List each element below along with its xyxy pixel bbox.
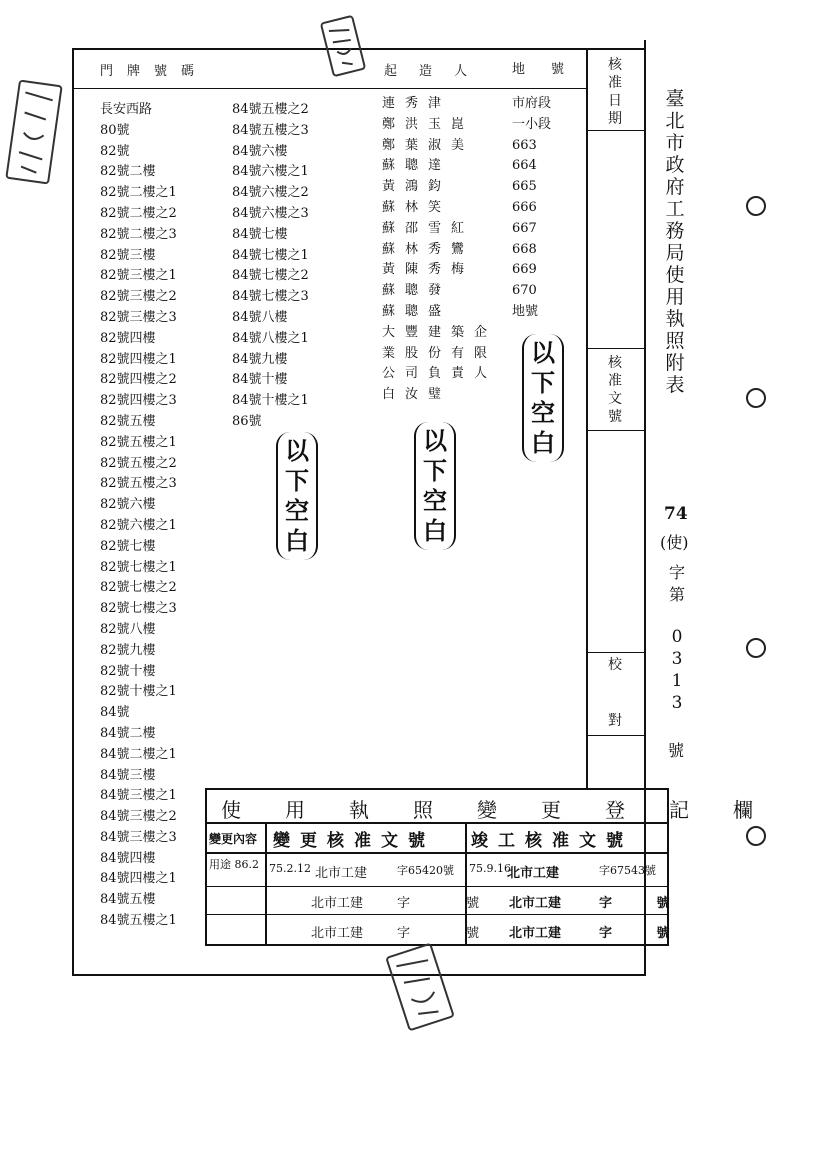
builder-item: 蘇林秀鸞	[382, 241, 475, 257]
lot-item: 663	[512, 137, 537, 153]
row3-office1: 北市工建	[311, 926, 364, 941]
seal-stamp-top	[320, 15, 367, 78]
builder-item: 白汝璧	[382, 387, 452, 403]
builder-item: 蘇聰達	[382, 158, 452, 174]
doc-serial: 0 3 1 3	[671, 627, 683, 713]
proofread-label-top: 校	[608, 657, 622, 673]
house-number-item: 84號七樓之3	[232, 289, 309, 305]
row1-date1: 75.2.12	[269, 862, 311, 875]
row2-num1: 字 號	[397, 896, 480, 911]
house-number-item: 82號十樓	[100, 663, 156, 679]
col-completion-approval: 竣工核准文號	[471, 831, 633, 851]
row1-content: 用途 86.2	[209, 858, 259, 871]
house-number-item: 82號	[100, 143, 130, 159]
lot-item: 667	[512, 220, 537, 236]
builder-item: 公司負責人	[382, 366, 498, 382]
house-number-item: 82號三樓之1	[100, 268, 177, 284]
row1-num1: 字65420號	[397, 864, 454, 877]
blank-char: 空	[423, 486, 447, 515]
binder-hole-icon	[746, 638, 766, 658]
lot-item: 665	[512, 179, 537, 195]
house-number-item: 84號六樓之2	[232, 185, 309, 201]
col-change-content: 變更內容	[209, 832, 258, 846]
house-number-item: 84號三樓之1	[100, 788, 177, 804]
builder-item: 蘇聰盛	[382, 303, 452, 319]
builder-item: 鄭葉淑美	[382, 137, 475, 153]
house-number-item: 82號六樓之1	[100, 517, 177, 533]
proofread-label-bottom: 對	[608, 713, 622, 729]
house-number-item: 82號七樓之2	[100, 580, 177, 596]
blank-char: 下	[285, 466, 309, 495]
side-divider-2	[586, 348, 644, 349]
house-number-item: 84號六樓之3	[232, 205, 309, 221]
house-number-item: 84號九樓	[232, 351, 288, 367]
builder-list	[382, 94, 497, 406]
row3-num1: 字 號	[397, 926, 480, 941]
binder-hole-icon	[746, 388, 766, 408]
blank-char: 以	[423, 426, 447, 455]
lot-item: 市府段	[512, 96, 552, 111]
lot-item: 地號	[512, 303, 539, 319]
house-number-item: 84號七樓之2	[232, 268, 309, 284]
house-number-item: 80號	[100, 122, 130, 138]
row3-office2: 北市工建	[509, 926, 562, 941]
change-table-title: 使用執照變更登記欄	[221, 798, 797, 822]
house-number-item: 82號三樓之3	[100, 309, 177, 325]
house-number-item: 84號五樓之1	[100, 913, 177, 929]
row1-office2: 北市工建	[507, 866, 560, 881]
house-number-item: 84號八樓之1	[232, 330, 309, 346]
side-divider-3	[586, 430, 644, 431]
builder-item: 業股份有限	[382, 345, 498, 361]
house-number-item: 長安西路	[100, 102, 153, 117]
blank-char: 白	[285, 526, 309, 555]
builder-item: 黃陳秀梅	[382, 262, 475, 278]
house-number-item: 84號三樓	[100, 767, 156, 783]
blank-char: 空	[531, 398, 555, 427]
house-number-item: 84號	[100, 705, 130, 721]
house-number-item: 84號六樓	[232, 143, 288, 159]
builder-item: 黃鴻鈞	[382, 179, 452, 195]
table-rule	[265, 822, 267, 944]
builder-item: 連秀津	[382, 96, 452, 111]
lot-item: 一小段	[512, 116, 552, 132]
doc-zi: 字 第	[668, 563, 685, 604]
doc-use: (使)	[660, 533, 689, 552]
blank-char: 下	[423, 456, 447, 485]
blank-char: 空	[285, 496, 309, 525]
row1-date2: 75.9.16	[469, 862, 511, 875]
binder-hole-icon	[746, 196, 766, 216]
side-divider-4	[586, 652, 644, 653]
blank-char: 下	[531, 368, 555, 397]
house-number-item: 82號七樓之3	[100, 601, 177, 617]
side-divider-1	[586, 130, 644, 131]
house-number-item: 82號二樓	[100, 164, 156, 180]
house-number-item: 84號三樓之2	[100, 809, 177, 825]
seal-icon	[388, 945, 453, 1029]
row1-num2: 字67543號	[599, 864, 656, 877]
house-number-item: 84號七樓	[232, 226, 288, 242]
approval-doc-label: 核 准 文 號	[608, 355, 622, 425]
blank-mark-3	[522, 334, 564, 462]
header-lot: 地號	[512, 62, 591, 77]
builder-item: 大豐建築企	[382, 324, 498, 340]
seal-stamp-bottom	[385, 942, 455, 1031]
frame-left	[72, 48, 74, 976]
doc-hao: 號	[668, 741, 685, 760]
house-number-item: 84號十樓	[232, 372, 288, 388]
lot-item: 670	[512, 283, 537, 299]
house-number-item: 82號四樓之3	[100, 393, 177, 409]
side-col-left	[586, 48, 588, 788]
house-number-item: 84號六樓之1	[232, 164, 309, 180]
vertical-title: 臺 北 市 政 府 工 務 局 使 用 執 照 附 表	[665, 88, 685, 396]
col-change-approval: 變更核准文號	[273, 831, 435, 851]
house-number-item: 82號二樓之3	[100, 226, 177, 242]
house-number-item: 84號十樓之1	[232, 393, 309, 409]
house-number-item: 84號五樓之3	[232, 122, 309, 138]
house-number-item: 82號四樓之2	[100, 372, 177, 388]
frame-bottom	[72, 974, 644, 976]
blank-char: 白	[423, 516, 447, 545]
seal-icon	[322, 17, 364, 75]
seal-stamp-left	[5, 79, 62, 184]
house-number-item: 82號五樓之3	[100, 476, 177, 492]
house-number-list-2	[232, 100, 309, 433]
house-number-item: 84號八樓	[232, 309, 288, 325]
house-number-item: 82號二樓之1	[100, 185, 177, 201]
house-number-item: 82號六樓	[100, 497, 156, 513]
blank-mark-2	[414, 422, 456, 550]
approval-date-label: 核 准 日 期	[608, 57, 622, 127]
binder-hole-icon	[746, 826, 766, 846]
doc-number: 74	[664, 504, 688, 524]
house-number-item: 82號四樓	[100, 330, 156, 346]
house-number-item: 82號二樓之2	[100, 205, 177, 221]
house-number-item: 86號	[232, 413, 262, 429]
house-number-item: 82號九樓	[100, 642, 156, 658]
lot-item: 664	[512, 158, 537, 174]
blank-char: 白	[531, 428, 555, 457]
house-number-item: 84號五樓之2	[232, 102, 309, 117]
lot-list	[512, 94, 551, 323]
blank-char: 以	[285, 436, 309, 465]
house-number-item: 82號三樓	[100, 247, 156, 263]
row2-office1: 北市工建	[311, 896, 364, 911]
row3-num2: 字 號	[599, 926, 670, 941]
house-number-item: 84號四樓之1	[100, 871, 177, 887]
row2-num2: 字 號	[599, 896, 670, 911]
builder-item: 蘇林笑	[382, 199, 452, 215]
header-builder: 起造人	[384, 64, 490, 79]
builder-item: 蘇邵雪紅	[382, 220, 475, 236]
change-table	[205, 788, 797, 946]
header-divider	[72, 88, 586, 89]
lot-item: 666	[512, 199, 537, 215]
table-rule	[207, 822, 667, 824]
house-number-item: 84號三樓之3	[100, 829, 177, 845]
blank-char: 以	[531, 338, 555, 367]
row1-office1: 北市工建	[315, 866, 368, 881]
table-rule	[207, 852, 667, 854]
house-number-item: 82號三樓之2	[100, 289, 177, 305]
house-number-item: 82號七樓	[100, 538, 156, 554]
table-rule	[207, 886, 667, 887]
house-number-item: 84號七樓之1	[232, 247, 309, 263]
builder-item: 鄭洪玉崑	[382, 116, 475, 132]
house-number-item: 82號五樓之1	[100, 434, 177, 450]
row2-office2: 北市工建	[509, 896, 562, 911]
house-number-item: 84號二樓	[100, 725, 156, 741]
house-number-item: 84號二樓之1	[100, 746, 177, 762]
house-number-item: 82號十樓之1	[100, 684, 177, 700]
table-rule	[207, 914, 667, 915]
builder-item: 蘇聰發	[382, 283, 452, 299]
house-number-item: 82號五樓之2	[100, 455, 177, 471]
house-number-item: 82號四樓之1	[100, 351, 177, 367]
house-number-item: 82號八樓	[100, 621, 156, 637]
house-number-item: 84號五樓	[100, 892, 156, 908]
lot-item: 668	[512, 241, 537, 257]
side-divider-5	[586, 735, 644, 736]
house-number-item: 84號四樓	[100, 850, 156, 866]
header-house-number: 門牌號碼	[100, 64, 209, 79]
house-number-item: 82號五樓	[100, 413, 156, 429]
house-number-item: 82號七樓之1	[100, 559, 177, 575]
lot-item: 669	[512, 262, 537, 278]
blank-mark-1	[276, 432, 318, 560]
house-number-list-1	[100, 100, 177, 932]
seal-icon	[8, 82, 61, 183]
